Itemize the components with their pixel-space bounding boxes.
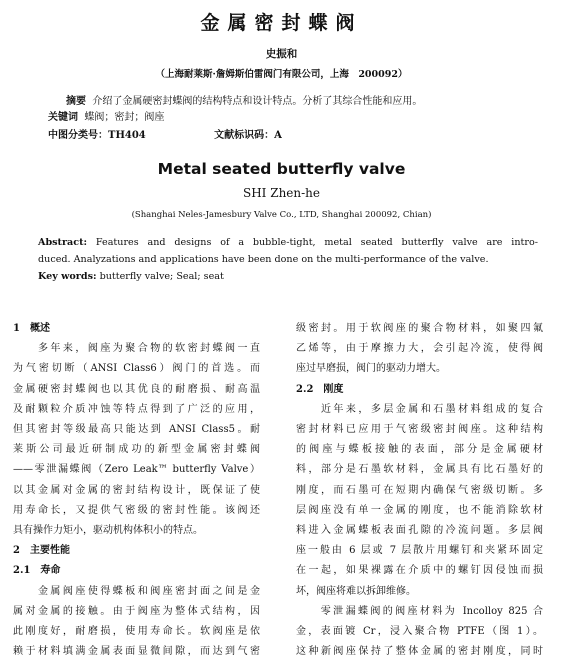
body-text-line: 的阀座与蝶板接触的表面，部分是金属硬材 xyxy=(296,444,543,456)
keywords-cn-label: 关键词 xyxy=(48,112,78,123)
author-name-en: SHI Zhen-he xyxy=(242,186,321,200)
body-text-line: 坏，阀座将难以拆卸维修。 xyxy=(296,585,416,597)
abstract-cn-text: 介绍了金属硬密封蝶阀的结构特点和设计特点。分析了其综合性能和应用。 xyxy=(92,96,423,107)
abstract-en-text-1: Features and designs of a bubble-tight, metal seated butterfly valve are intro- xyxy=(95,237,538,248)
body-text-line: 为气密切断（ANSI Class6）阀门的首选。而 xyxy=(13,363,260,375)
body-text-line: 属对金属的接触。由于阀座为整体式结构，因 xyxy=(13,605,260,617)
body-text-line: 以其金属对金属的密封结构设计，既保证了使 xyxy=(13,484,260,496)
paper-title-cn: 金属密封蝶阀 xyxy=(200,12,363,34)
body-text-line: 莱斯公司最近研制成功的新型金属密封蝶阀 xyxy=(13,444,260,456)
body-text-line: 密封材料已应用于气密级密封阀座。这种结构 xyxy=(296,424,543,436)
body-text-line: 金，表面镀 Cr，浸入聚合物 PTFE（图 1）。 xyxy=(296,626,543,638)
abstract-en xyxy=(38,234,538,285)
body-text-line: 零泄漏蝶阀的阀座材料为 Incolloy 825 合 xyxy=(296,605,543,617)
section-heading: 2.2 刚度 xyxy=(296,383,344,395)
body-text-line: 金属硬密封蝶阀也以其优良的耐磨损、耐高温 xyxy=(13,383,260,395)
abstract-cn-label: 摘要 xyxy=(66,96,86,107)
author-name-cn: 史振和 xyxy=(265,48,298,60)
body-text-line: 级密封。用于软阀座的聚合物材料，如聚四氟 xyxy=(296,323,543,334)
body-text-line: 此刚度好，耐磨损，使用寿命长。软阀座是依 xyxy=(13,626,260,638)
body-text-line: 在一起，如果裸露在介质中的螺钉因侵蚀而损 xyxy=(296,565,543,577)
abstract-en-line-1 xyxy=(38,234,538,251)
body-text-line: 座一般由 6 层或 7 层散片用螺钉和夹紧环固定 xyxy=(296,545,543,557)
classification-line xyxy=(48,129,553,143)
section-heading: 2.1 寿命 xyxy=(13,565,61,577)
section-heading: 1 概述 xyxy=(13,323,50,334)
body-text-line: 及耐颗粒介质冲蚀等特点得到了广泛的应用， xyxy=(13,403,260,415)
body-text-line: 用寿命长，又提供气密级的密封性能。该阀还 xyxy=(13,504,260,516)
abstract-en-line-2: duced. Analyzations and applications have been done on the multi-performance of the valve. xyxy=(38,254,489,265)
body-text-line: 赖于材料填满金属表面显微间隙，而达到气密 xyxy=(13,646,260,658)
body-column-left xyxy=(13,319,260,662)
body-text-line: 金属阀座使得蝶板和阀座密封面之间是金 xyxy=(13,585,260,597)
body-text-line: ——零泄漏蝶阀（Zero Leak™ butterfly Valve） xyxy=(13,464,260,476)
body-text-line: 这种新阀座保持了整体金属的密封刚度，同时 xyxy=(296,646,543,658)
body-text-line: 料进入金属蝶板表面孔隙的冷流问题。多层阀 xyxy=(296,525,543,537)
body-text-line: 层阀座没有单一金属的刚度，也不能消除软材 xyxy=(296,504,543,516)
body-text-line: 座过早磨损，阀门的驱动力增大。 xyxy=(296,363,446,375)
keywords-en-label: Key words: xyxy=(38,271,97,282)
clc-label: 中图分类号： xyxy=(48,130,108,141)
doc-code-label: 文献标识码： xyxy=(214,130,275,141)
affiliation-cn: （上海耐莱斯·詹姆斯伯雷阀门有限公司，上海 200092） xyxy=(155,69,408,80)
body-text-line: 近年来，多层金属和石墨材料组成的复合 xyxy=(296,403,543,415)
body-column-right xyxy=(296,319,543,662)
affiliation-en: (Shanghai Neles-Jamesbury Valve Co., LTD, Shanghai 200092, Chian) xyxy=(131,210,432,220)
clc-value: TH404 xyxy=(108,130,146,141)
section-heading: 2 主要性能 xyxy=(13,545,70,557)
body-text-line: 但其密封等级最高只能达到 ANSI Class5。耐 xyxy=(13,424,260,436)
keywords-cn xyxy=(48,111,553,125)
body-text-line: 料，部分是石墨软材料，金属具有比石墨好的 xyxy=(296,464,543,476)
keywords-en-text: butterfly valve; Seal; seat xyxy=(99,271,224,282)
body-text-line: 具有操作力矩小，驱动机构体积小的特点。 xyxy=(13,525,203,537)
doc-code-value: A xyxy=(274,130,282,141)
abstract-en-label: Abstract: xyxy=(38,237,88,248)
keywords-cn-text: 蝶阀；密封；阀座 xyxy=(84,112,165,123)
abstract-cn xyxy=(66,95,563,109)
body-text-line: 多年来，阀座为聚合物的软密封蝶阀一直 xyxy=(13,343,260,355)
paper-title-en: Metal seated butterfly valve xyxy=(157,160,406,178)
body-text-line: 刚度，而石墨可在短期内确保气密级切断。多 xyxy=(296,484,543,496)
body-text-line: 乙烯等，由于摩擦力大，会引起冷流，使得阀 xyxy=(296,343,543,355)
keywords-en xyxy=(38,268,538,285)
